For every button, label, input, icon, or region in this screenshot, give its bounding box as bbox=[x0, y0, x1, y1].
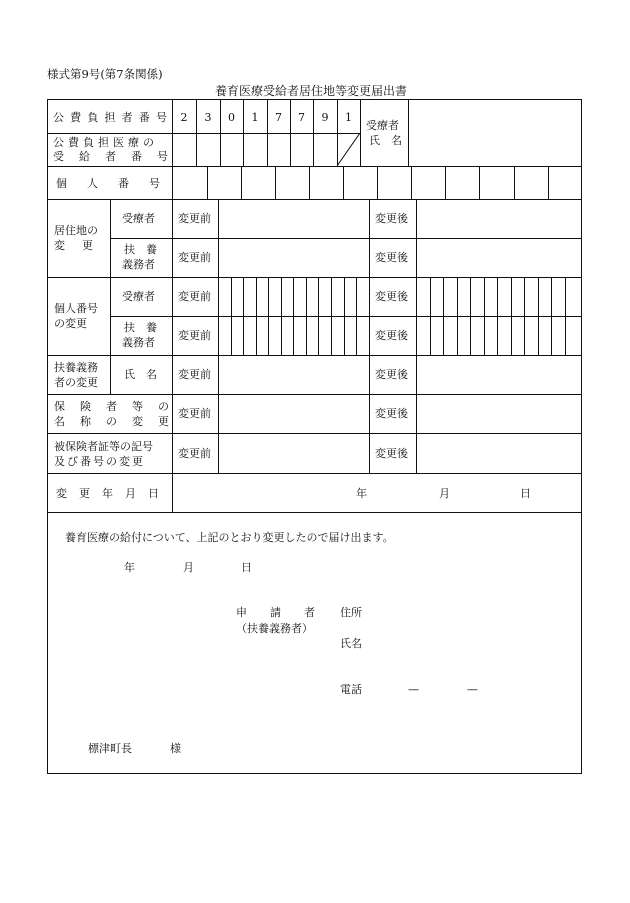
after-label: 変更後 bbox=[375, 329, 408, 342]
insured-card-change-2: 及び番号の変更 bbox=[54, 455, 145, 468]
declaration-statement: 養育医療の給付について、上記のとおり変更したので届け出ます。 bbox=[65, 531, 394, 544]
payer-digit: 1 bbox=[251, 111, 259, 124]
number-change-group-1: 個人番号 bbox=[54, 302, 98, 315]
applicant-sub: （扶養義務者） bbox=[236, 622, 313, 635]
before-label: 変更前 bbox=[178, 447, 211, 460]
phone-separator: — bbox=[408, 683, 419, 696]
insured-card-change-1: 被保険者証等の記号 bbox=[54, 440, 153, 453]
number-change-guardian-1: 扶 養 bbox=[124, 321, 157, 334]
insurer-change-1: 保険者等の bbox=[54, 400, 184, 413]
payer-number-label: 公 費 負 担 者 番 号 bbox=[53, 111, 167, 124]
address-change-group-1: 居住地の bbox=[54, 224, 98, 237]
after-label: 変更後 bbox=[375, 212, 408, 225]
before-label: 変更前 bbox=[178, 329, 211, 342]
phone-label: 電話 bbox=[340, 683, 362, 696]
before-label: 変更前 bbox=[178, 368, 211, 381]
address-change-patient: 受療者 bbox=[122, 212, 155, 225]
before-label: 変更前 bbox=[178, 407, 211, 420]
check-digit-slash bbox=[337, 133, 360, 166]
change-date-label: 変更年月日 bbox=[56, 487, 171, 500]
guardian-change-name: 氏 名 bbox=[124, 368, 157, 381]
change-date-day: 日 bbox=[520, 487, 531, 500]
change-date-month: 月 bbox=[439, 487, 450, 500]
declaration-month: 月 bbox=[183, 561, 194, 574]
form-number: 様式第9号(第7条関係) bbox=[47, 67, 163, 81]
number-change-guardian-2: 義務者 bbox=[122, 336, 155, 349]
recipient-number-label-1: 公費負担医療の bbox=[53, 136, 158, 149]
applicant-label: 申 請 者 bbox=[236, 606, 321, 619]
payer-digit: 3 bbox=[204, 111, 212, 124]
payer-digit: 7 bbox=[275, 111, 282, 124]
before-label: 変更前 bbox=[178, 212, 211, 225]
address-change-guardian-2: 義務者 bbox=[122, 258, 155, 271]
phone-separator: — bbox=[467, 683, 478, 696]
payer-digit: 9 bbox=[321, 111, 329, 124]
after-label: 変更後 bbox=[375, 447, 408, 460]
payer-digit: 1 bbox=[345, 111, 352, 124]
insurer-change-2: 名称の変更 bbox=[54, 415, 184, 428]
honorific: 様 bbox=[170, 742, 181, 755]
before-label: 変更前 bbox=[178, 290, 211, 303]
after-label: 変更後 bbox=[375, 407, 408, 420]
declaration-year: 年 bbox=[124, 561, 135, 574]
name-label: 氏名 bbox=[340, 637, 362, 650]
after-label: 変更後 bbox=[375, 368, 408, 381]
address-label: 住所 bbox=[340, 606, 362, 619]
address-change-group-2: 変 更 bbox=[54, 239, 96, 252]
recipient-number-label-2: 受給者番号 bbox=[53, 150, 183, 163]
payer-digit: 7 bbox=[298, 111, 305, 124]
payer-digit: 2 bbox=[180, 111, 188, 124]
patient-name-label-1: 受療者 bbox=[366, 119, 399, 132]
my-number-label: 個人番号 bbox=[56, 177, 180, 190]
before-label: 変更前 bbox=[178, 251, 211, 264]
change-date-year: 年 bbox=[356, 487, 367, 500]
number-change-patient: 受療者 bbox=[122, 290, 155, 303]
payer-digit: 0 bbox=[228, 111, 235, 124]
declaration-day: 日 bbox=[241, 561, 252, 574]
guardian-change-group-1: 扶養義務 bbox=[54, 361, 98, 374]
addressee: 標津町長 bbox=[88, 742, 132, 755]
after-label: 変更後 bbox=[375, 290, 408, 303]
document-title: 養育医療受給者居住地等変更届出書 bbox=[215, 84, 408, 98]
patient-name-label-2: 氏 名 bbox=[369, 134, 402, 147]
form-frame bbox=[47, 99, 582, 774]
after-label: 変更後 bbox=[375, 251, 408, 264]
address-change-guardian-1: 扶 養 bbox=[124, 243, 157, 256]
number-change-group-2: の変更 bbox=[54, 317, 87, 330]
guardian-change-group-2: 者の変更 bbox=[54, 376, 98, 389]
